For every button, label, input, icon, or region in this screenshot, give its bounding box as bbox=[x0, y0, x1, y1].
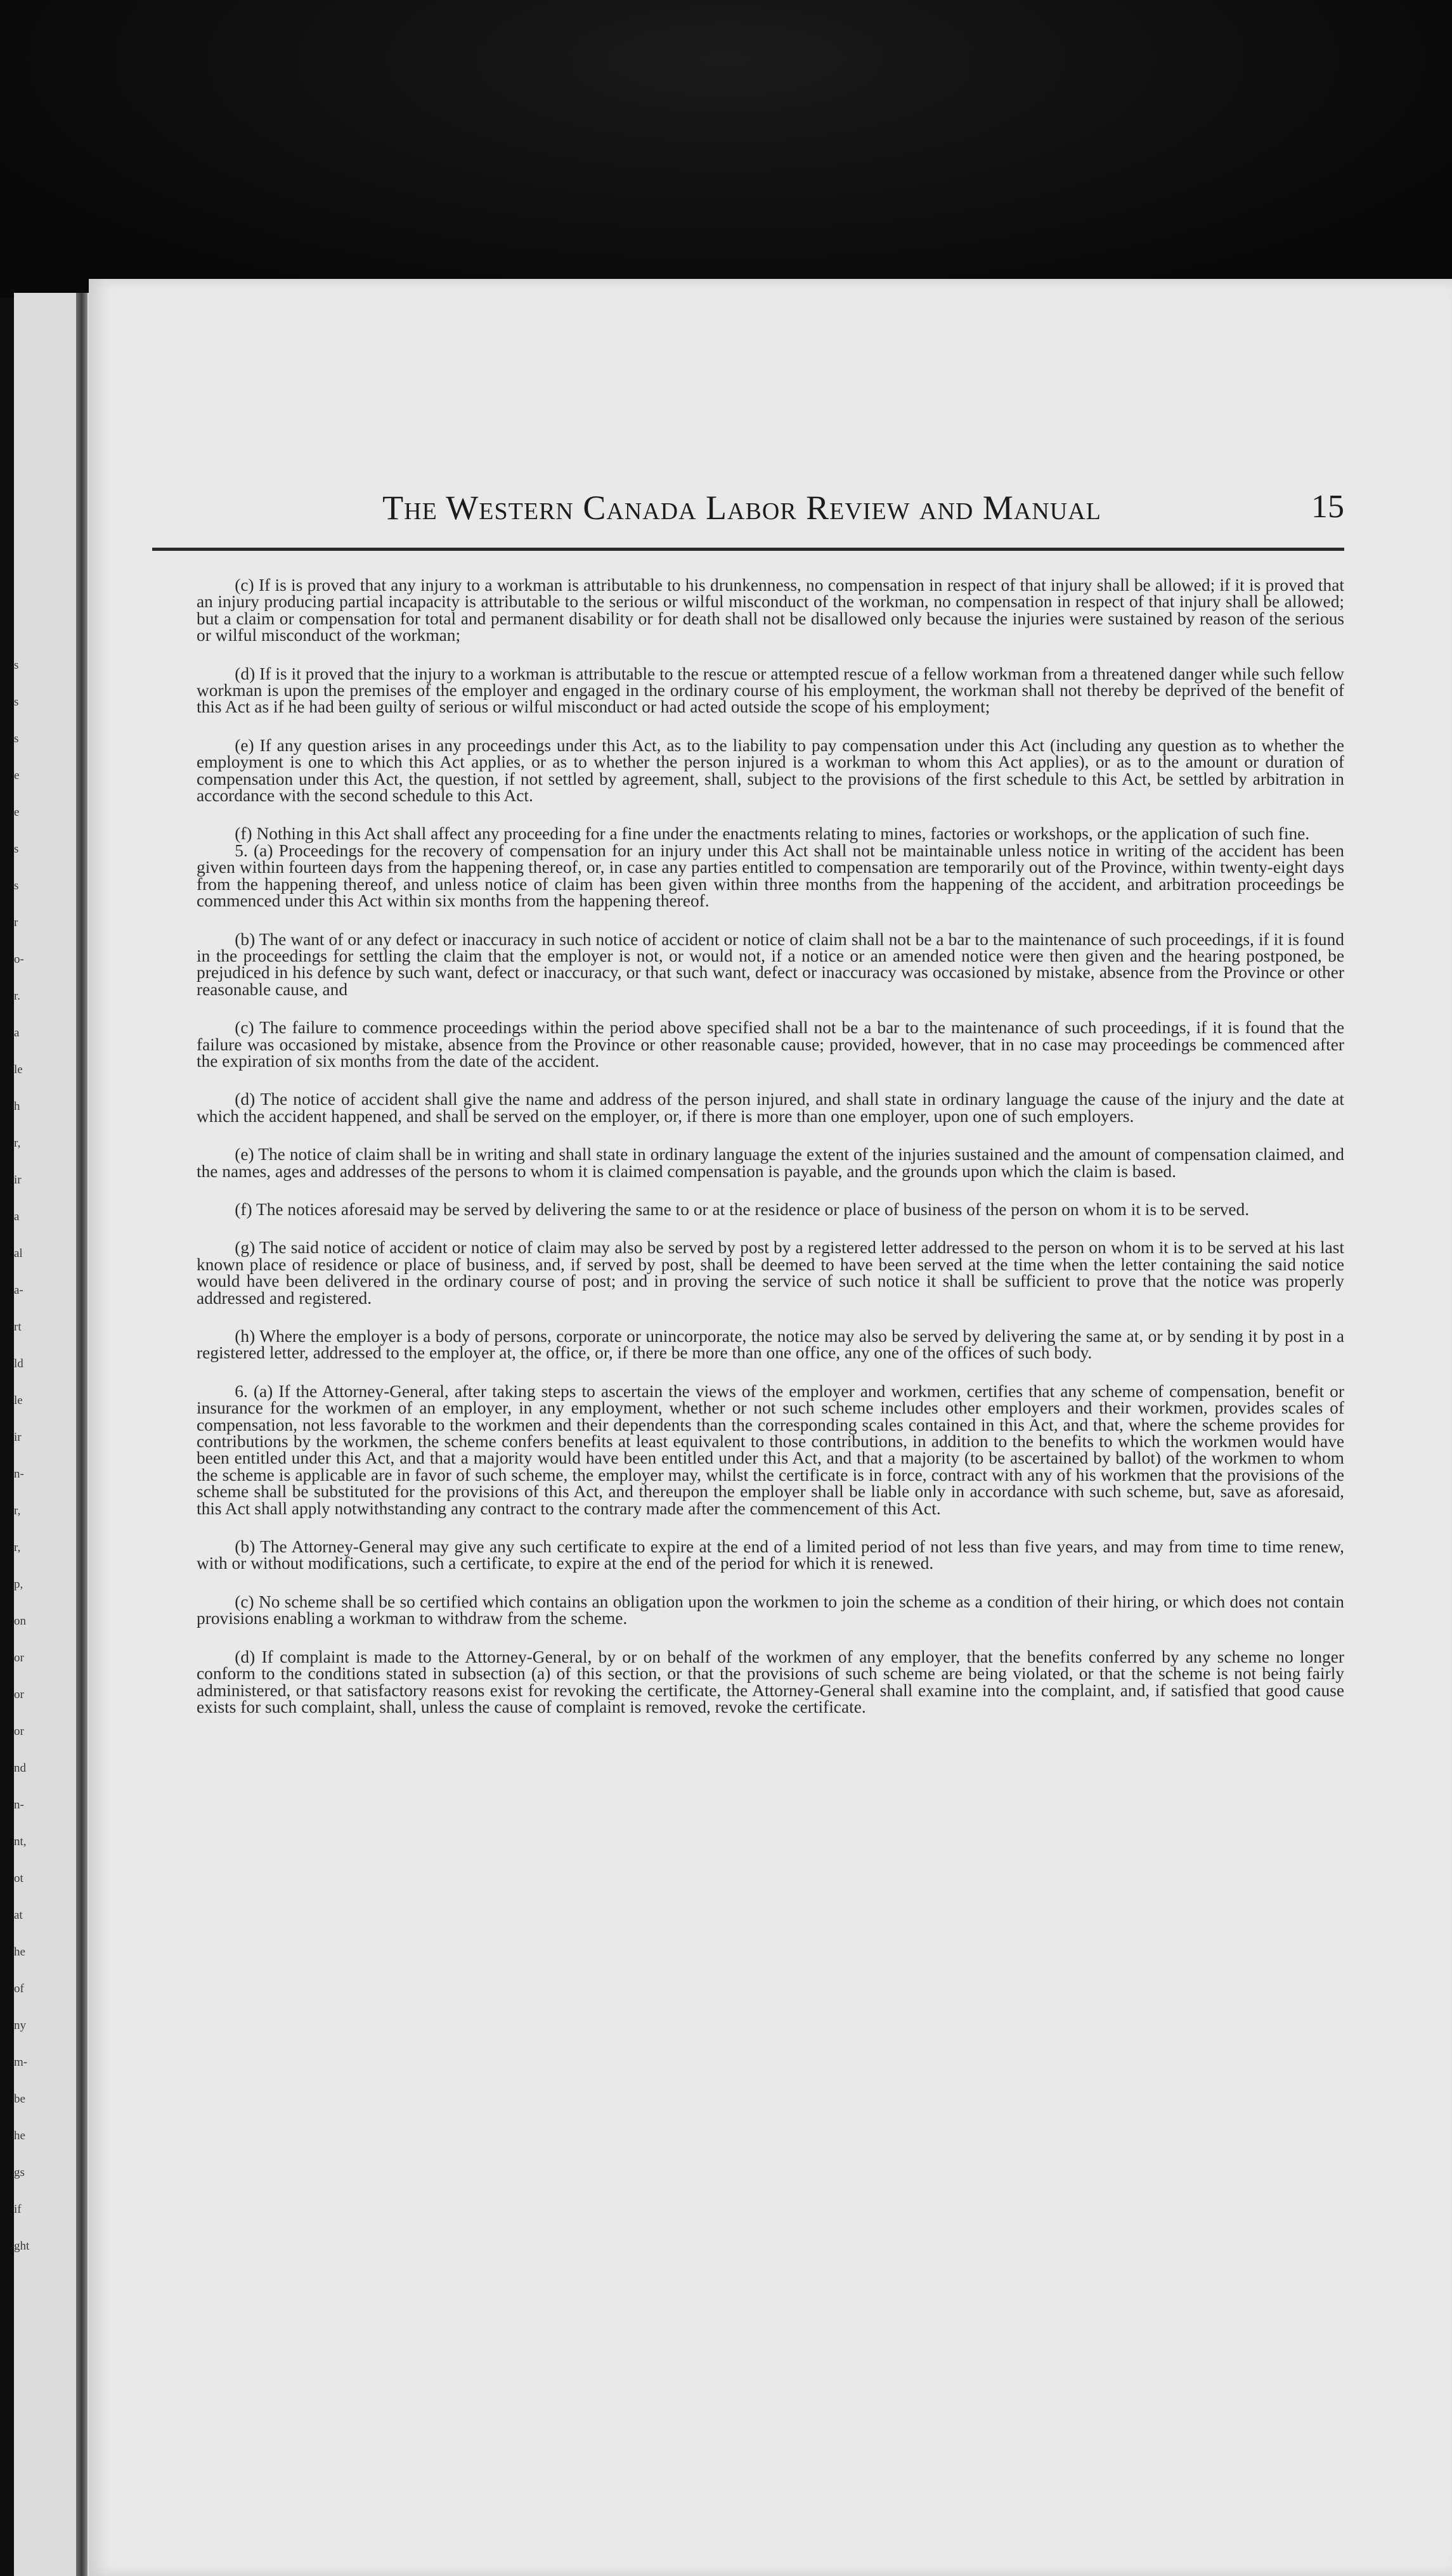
margin-fragment: ny bbox=[14, 2019, 26, 2032]
margin-fragment: s bbox=[14, 732, 19, 745]
margin-fragment: le bbox=[14, 1063, 23, 1076]
margin-fragment: ir bbox=[14, 1173, 22, 1187]
paragraph-5c: (c) The failure to commence proceedings within the period above specified shall not be a bar to the maintenance of such proceedings, if it is found that the failure was occasioned by mistake, absence from the Province or other reasonable cause; provided, however, that in no case may proceedings be commenced after the expiration of six months from the date of the accident. bbox=[197, 1018, 1344, 1071]
margin-fragment: rt bbox=[14, 1320, 22, 1334]
margin-fragment: r, bbox=[14, 1504, 21, 1517]
margin-fragment: m- bbox=[14, 2056, 28, 2069]
margin-fragment: n- bbox=[14, 1798, 24, 1812]
margin-fragment: s bbox=[14, 659, 19, 672]
margin-fragment: or bbox=[14, 1725, 24, 1738]
margin-fragment: r. bbox=[14, 989, 21, 1003]
margin-fragment: ot bbox=[14, 1872, 23, 1885]
page bbox=[89, 279, 1452, 2576]
margin-fragment: gs bbox=[14, 2166, 25, 2179]
margin-fragment: al bbox=[14, 1247, 23, 1260]
publication-title: The Western Canada Labor Review and Manual bbox=[382, 489, 1101, 527]
margin-fragment: on bbox=[14, 1614, 26, 1628]
margin-fragment: a bbox=[14, 1026, 20, 1040]
paragraph-4f: (f) Nothing in this Act shall affect any proceeding for a fine under the enactments relating to mines, factories or workshops, or the application of such fine. bbox=[235, 824, 1310, 844]
page-number: 15 bbox=[1311, 489, 1344, 525]
margin-fragment: he bbox=[14, 2129, 25, 2142]
paragraph-5g: (g) The said notice of accident or notice of claim may also be served by post by a registered letter addressed to the person on whom it is to be served at his last known place of residence or place of business, and, if served by post, shall be deemed to have been served at the time when the letter containing the said notice would have been delivered in the ordinary course of post; and in proving the service of such notice it shall be sufficient to prove that the notice was properly addressed and registered. bbox=[197, 1238, 1344, 1308]
paragraph-6b: (b) The Attorney-General may give any such certificate to expire at the end of a limited period of not less than five years, and may from time to time renew, with or without modifications, such a certificate, to expire at the end of the period for which it is renewed. bbox=[197, 1537, 1344, 1573]
paragraph-5f: (f) The notices aforesaid may be served by delivering the same to or at the residence or place of business of the person on whom it is to be served. bbox=[235, 1199, 1250, 1219]
margin-fragment: be bbox=[14, 2092, 25, 2106]
margin-fragment: s bbox=[14, 842, 19, 856]
margin-fragment: he bbox=[14, 1945, 25, 1959]
paragraph-5a: 5. (a) Proceedings for the recovery of compensation for an injury under this Act shall not be maintainable unless notice in writing of the accident has been given within fourteen days from the happening thereof, or, in case any parties entitled to compensation are temporarily out of the Province, within twenty-eight days from the happening thereof, and unless notice of claim has been given within three months from the happening of the accident, and arbitration proceedings be commenced under this Act within six months from the happening thereof. bbox=[197, 840, 1344, 911]
margin-fragment: ght bbox=[14, 2239, 30, 2253]
margin-fragment: if bbox=[14, 2203, 22, 2216]
margin-fragment: r, bbox=[14, 1137, 21, 1150]
margin-fragment: nd bbox=[14, 1761, 26, 1775]
paragraph-4d: (d) If is it proved that the injury to a workman is attributable to the rescue or attempted rescue of a fellow workman from a threatened danger while such fellow workman is upon the premises of the employer and engaged in the ordinary course of his employment, the workman shall not thereby be deprived of the benefit of this Act as if he had been guilty of serious or wilful misconduct or had acted outside the scope of his employment; bbox=[197, 664, 1344, 717]
paragraph-5h: (h) Where the employer is a body of persons, corporate or unincorporate, the notice may also be served by delivering the same at, or by sending it by post in a registered letter, addressed to the employer at, the office, or, if there be more than one office, any one of the offices of such body. bbox=[197, 1327, 1344, 1363]
margin-fragment: or bbox=[14, 1688, 24, 1701]
margin-fragment: le bbox=[14, 1394, 23, 1407]
paragraph-5b: (b) The want of or any defect or inaccuracy in such notice of accident or notice of claim shall not be a bar to the maintenance of such proceedings, if it is found in the proceedings for settling the claim that the employer is not, or would not, if a notice or an amended notice were then given and the hearing postponed, be prejudiced in his defence by such want, defect or inaccuracy, or that such want, defect or inaccuracy was occasioned by mistake, absence from the Province or other reasonable cause, and bbox=[197, 929, 1344, 999]
margin-fragment: r, bbox=[14, 1541, 21, 1554]
body-text bbox=[197, 577, 1344, 1737]
margin-fragment: o- bbox=[14, 953, 24, 966]
margin-fragment: or bbox=[14, 1651, 24, 1665]
paragraph-5e: (e) The notice of claim shall be in writing and shall state in ordinary language the extent of the injuries sustained and the amount of compensation claimed, and the names, ages and addresses of the persons to whom it is claimed compensation is payable, and the grounds upon which the claim is based. bbox=[197, 1145, 1344, 1181]
paragraph-4e: (e) If any question arises in any proceedings under this Act, as to the liability to pay compensation under this Act (including any question as to whether the employment is one to which this Act applies, or as to whether the person injured is a workman to whom this Act applies), or as to the amount or duration of compensation under this Act, the question, if not settled by agreement, shall, subject to the provisions of the first schedule to this Act, be settled by arbitration in accordance with the second schedule to this Act. bbox=[197, 735, 1344, 806]
margin-fragment: s bbox=[14, 879, 19, 892]
page-gutter bbox=[76, 293, 88, 2576]
margin-fragment: e bbox=[14, 806, 20, 819]
margin-fragment: of bbox=[14, 1982, 24, 1995]
margin-fragment: at bbox=[14, 1909, 23, 1922]
scan-background bbox=[0, 0, 1452, 298]
paragraph-5d: (d) The notice of accident shall give the name and address of the person injured, and shall state in ordinary language the cause of the injury and the date at which the accident happened, and shall be served on the employer, or, if there is more than one employer, upon one of such employers. bbox=[197, 1090, 1344, 1126]
margin-fragment: h bbox=[14, 1100, 20, 1113]
margin-fragment: nt, bbox=[14, 1835, 27, 1848]
margin-fragment: ir bbox=[14, 1431, 22, 1444]
paragraph-6c: (c) No scheme shall be so certified which contains an obligation upon the workmen to join the scheme as a condition of their hiring, or which does not contain provisions enabling a workman to withdraw from the scheme. bbox=[197, 1592, 1344, 1628]
margin-fragment: e bbox=[14, 769, 20, 782]
margin-fragment: a bbox=[14, 1210, 20, 1223]
paragraph-6a: 6. (a) If the Attorney-General, after taking steps to ascertain the views of the employer and workmen, certifies that any scheme of compensation, benefit or insurance for the workmen of an employer, in any employment, whether or not such scheme includes other employers and their workmen, provides scales of compensation, not less favorable to the workmen and their dependents than the corresponding scales contained in this Act, and that, where the scheme provides for contributions by the workmen, the scheme confers benefits at least equivalent to those contributions, in addition to the benefits to which the workmen would have been entitled under this Act, and that a majority would have been entitled under this Act, and that a majority (to be ascertained by ballot) of the workmen to whom the scheme is applicable are in favor of such scheme, the employer may, whilst the certificate is in force, contract with any of his workmen that the provisions of the scheme shall be substituted for the provisions of this Act, and thereupon the employer shall be liable only in accordance with such scheme, but, save as aforesaid, this Act shall apply notwithstanding any contract to the contrary made after the commencement of this Act. bbox=[197, 1381, 1344, 1518]
paragraph-6d: (d) If complaint is made to the Attorney-General, by or on behalf of the workmen of any employer, that the benefits conferred by any scheme no longer conform to the conditions stated in subsection (a) of this section, or that the provisions of such scheme are being violated, or that the scheme is not being fairly administered, or that satisfactory reasons exist for revoking the certificate, the Attorney-General shall examine into the complaint, and, if satisfied that good cause exists for such complaint, shall, unless the cause of complaint is removed, revoke the certificate. bbox=[197, 1647, 1344, 1716]
margin-fragment: n- bbox=[14, 1467, 24, 1481]
margin-fragment: s bbox=[14, 695, 19, 709]
margin-fragment: p, bbox=[14, 1578, 23, 1591]
running-header bbox=[152, 488, 1344, 546]
margin-fragment: r bbox=[14, 916, 18, 929]
paragraph-4c: (c) If is is proved that any injury to a workman is attributable to his drunkenness, no compensation in respect of that injury shall be allowed; if it is proved that an injury producing partial incapacity is attributable to the serious or wilful misconduct of the workman, no compensation in respect of that injury shall be allowed; but a claim or compensation for total and permanent disability or for death shall not be disallowed only because the injuries were sustained by reason of the serious or wilful misconduct of the workman; bbox=[197, 576, 1344, 645]
margin-fragment: ld bbox=[14, 1357, 23, 1370]
header-rule bbox=[152, 548, 1344, 551]
margin-fragment: a- bbox=[14, 1284, 23, 1297]
